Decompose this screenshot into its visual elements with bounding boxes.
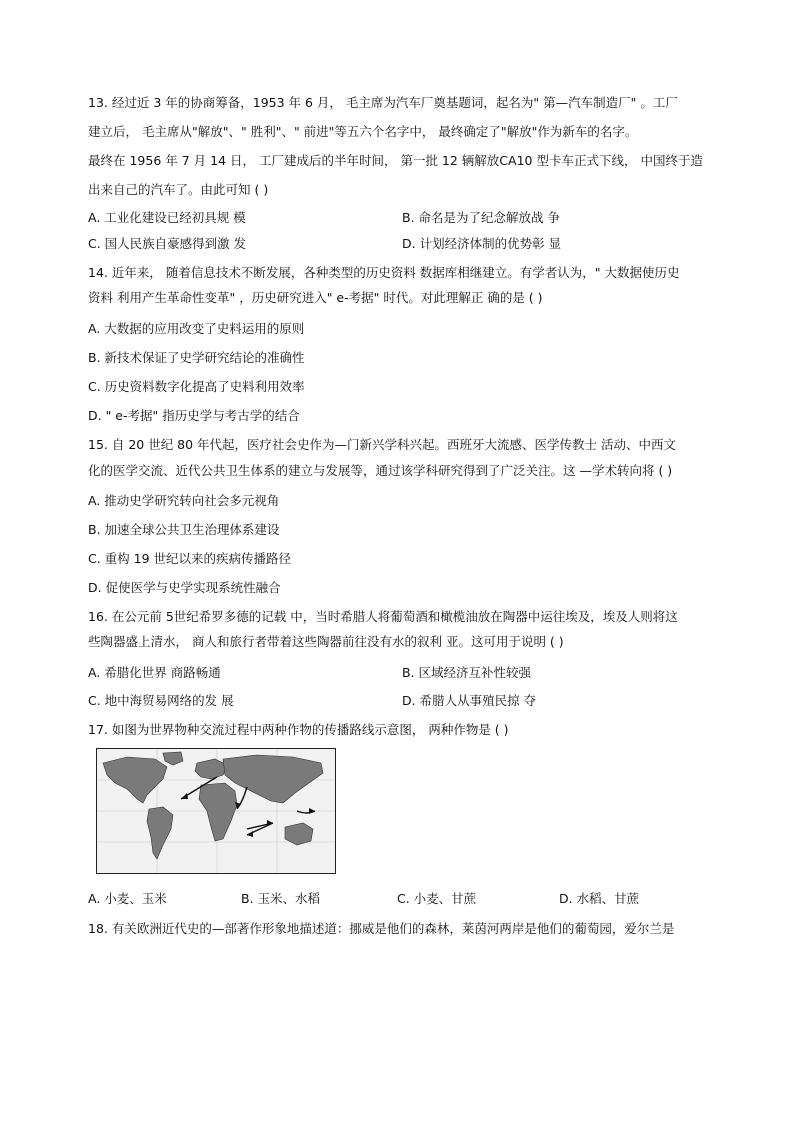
q16-line-2: 些陶器盛上清水， 商人和旅行者带着这些陶器前往没有水的叙利 亚。这可用于说明 ( ) — [88, 634, 564, 649]
q13-option-c: C. 国人民族自豪感得到激 发 — [88, 236, 247, 251]
q17-stem: 17. 如图为世界物种交流过程中两种作物的传播路线示意图， 两种作物是 ( ) — [88, 722, 509, 737]
q15-line-2: 化的医学交流、近代公共卫生体系的建立与发展等，通过该学科研究得到了广泛关注。这 —学术转向将 ( ) — [88, 463, 673, 478]
q14-option-d: D. " e-考据" 指历史学与考古学的结合 — [88, 408, 300, 423]
q15-option-c: C. 重构 19 世纪以来的疾病传播路径 — [88, 551, 292, 566]
q15-line-1: 15. 自 20 世纪 80 年代起，医疗社会史作为—门新兴学科兴起。西班牙大流感、医学传教士 活动、中西文 — [88, 437, 677, 452]
q13-line-4: 出来自己的汽车了。由此可知 ( ) — [88, 182, 269, 197]
q13-option-d: D. 计划经济体制的优势彰 显 — [402, 236, 562, 251]
q16-option-c: C. 地中海贸易网络的发 展 — [88, 693, 234, 708]
q14-option-a: A. 大数据的应用改变了史料运用的原则 — [88, 321, 305, 336]
q16-option-d: D. 希腊人从事殖民掠 夺 — [402, 693, 537, 708]
q14-line-2: 资料 利用产生革命性变革" ，历史研究进入" e-考据" 时代。对此理解正 确的是 ( ) — [88, 290, 543, 305]
q17-option-c: C. 小麦、甘蔗 — [397, 891, 477, 906]
q15-option-d: D. 促使医学与史学实现系统性融合 — [88, 580, 281, 595]
q18-stem: 18. 有关欧洲近代史的—部著作形象地描述道：挪威是他们的森林，莱茵河两岸是他们的葡萄园，爱尔兰是 — [88, 921, 675, 936]
q14-line-1: 14. 近年来， 随着信息技术不断发展，各种类型的历史资料 数据库相继建立。有学者认为，" 大数据使历史 — [88, 265, 680, 280]
q13-line-3: 最终在 1956 年 7 月 14 日， 工厂建成后的半年时间， 第一批 12 辆解放CA10 型卡车正式下线， 中国终于造 — [88, 153, 703, 168]
q15-option-b: B. 加速全球公共卫生治理体系建设 — [88, 522, 280, 537]
q13-option-a: A. 工业化建设已经初具规 模 — [88, 210, 246, 225]
q13-line-2: 建立后， 毛主席从"解放"、" 胜利"、" 前进"等五六个名字中， 最终确定了"解放"作为新车的名字。 — [88, 124, 638, 139]
q16-line-1: 16. 在公元前 5世纪希罗多德的记载 中，当时希腊人将葡萄酒和橄榄油放在陶器中运往埃及，埃及人则将这 — [88, 609, 678, 624]
q16-option-a: A. 希腊化世界 商路畅通 — [88, 665, 221, 680]
q13-option-b: B. 命名是为了纪念解放战 争 — [402, 210, 560, 225]
q17-option-a: A. 小麦、玉米 — [88, 891, 167, 906]
q17-option-d: D. 水稻、甘蔗 — [559, 891, 640, 906]
world-map-svg — [97, 749, 335, 873]
q17-option-b: B. 玉米、水稻 — [241, 891, 321, 906]
world-map-figure — [96, 748, 336, 874]
q13-line-1: 13. 经过近 3 年的协商筹备，1953 年 6 月， 毛主席为汽车厂奠基题词，起名为" 第—汽车制造厂" 。工厂 — [88, 95, 678, 110]
q15-option-a: A. 推动史学研究转向社会多元视角 — [88, 493, 280, 508]
q14-option-b: B. 新技术保证了史学研究结论的准确性 — [88, 350, 305, 365]
q14-option-c: C. 历史资料数字化提高了史料利用效率 — [88, 379, 305, 394]
q16-option-b: B. 区域经济互补性较强 — [402, 665, 532, 680]
